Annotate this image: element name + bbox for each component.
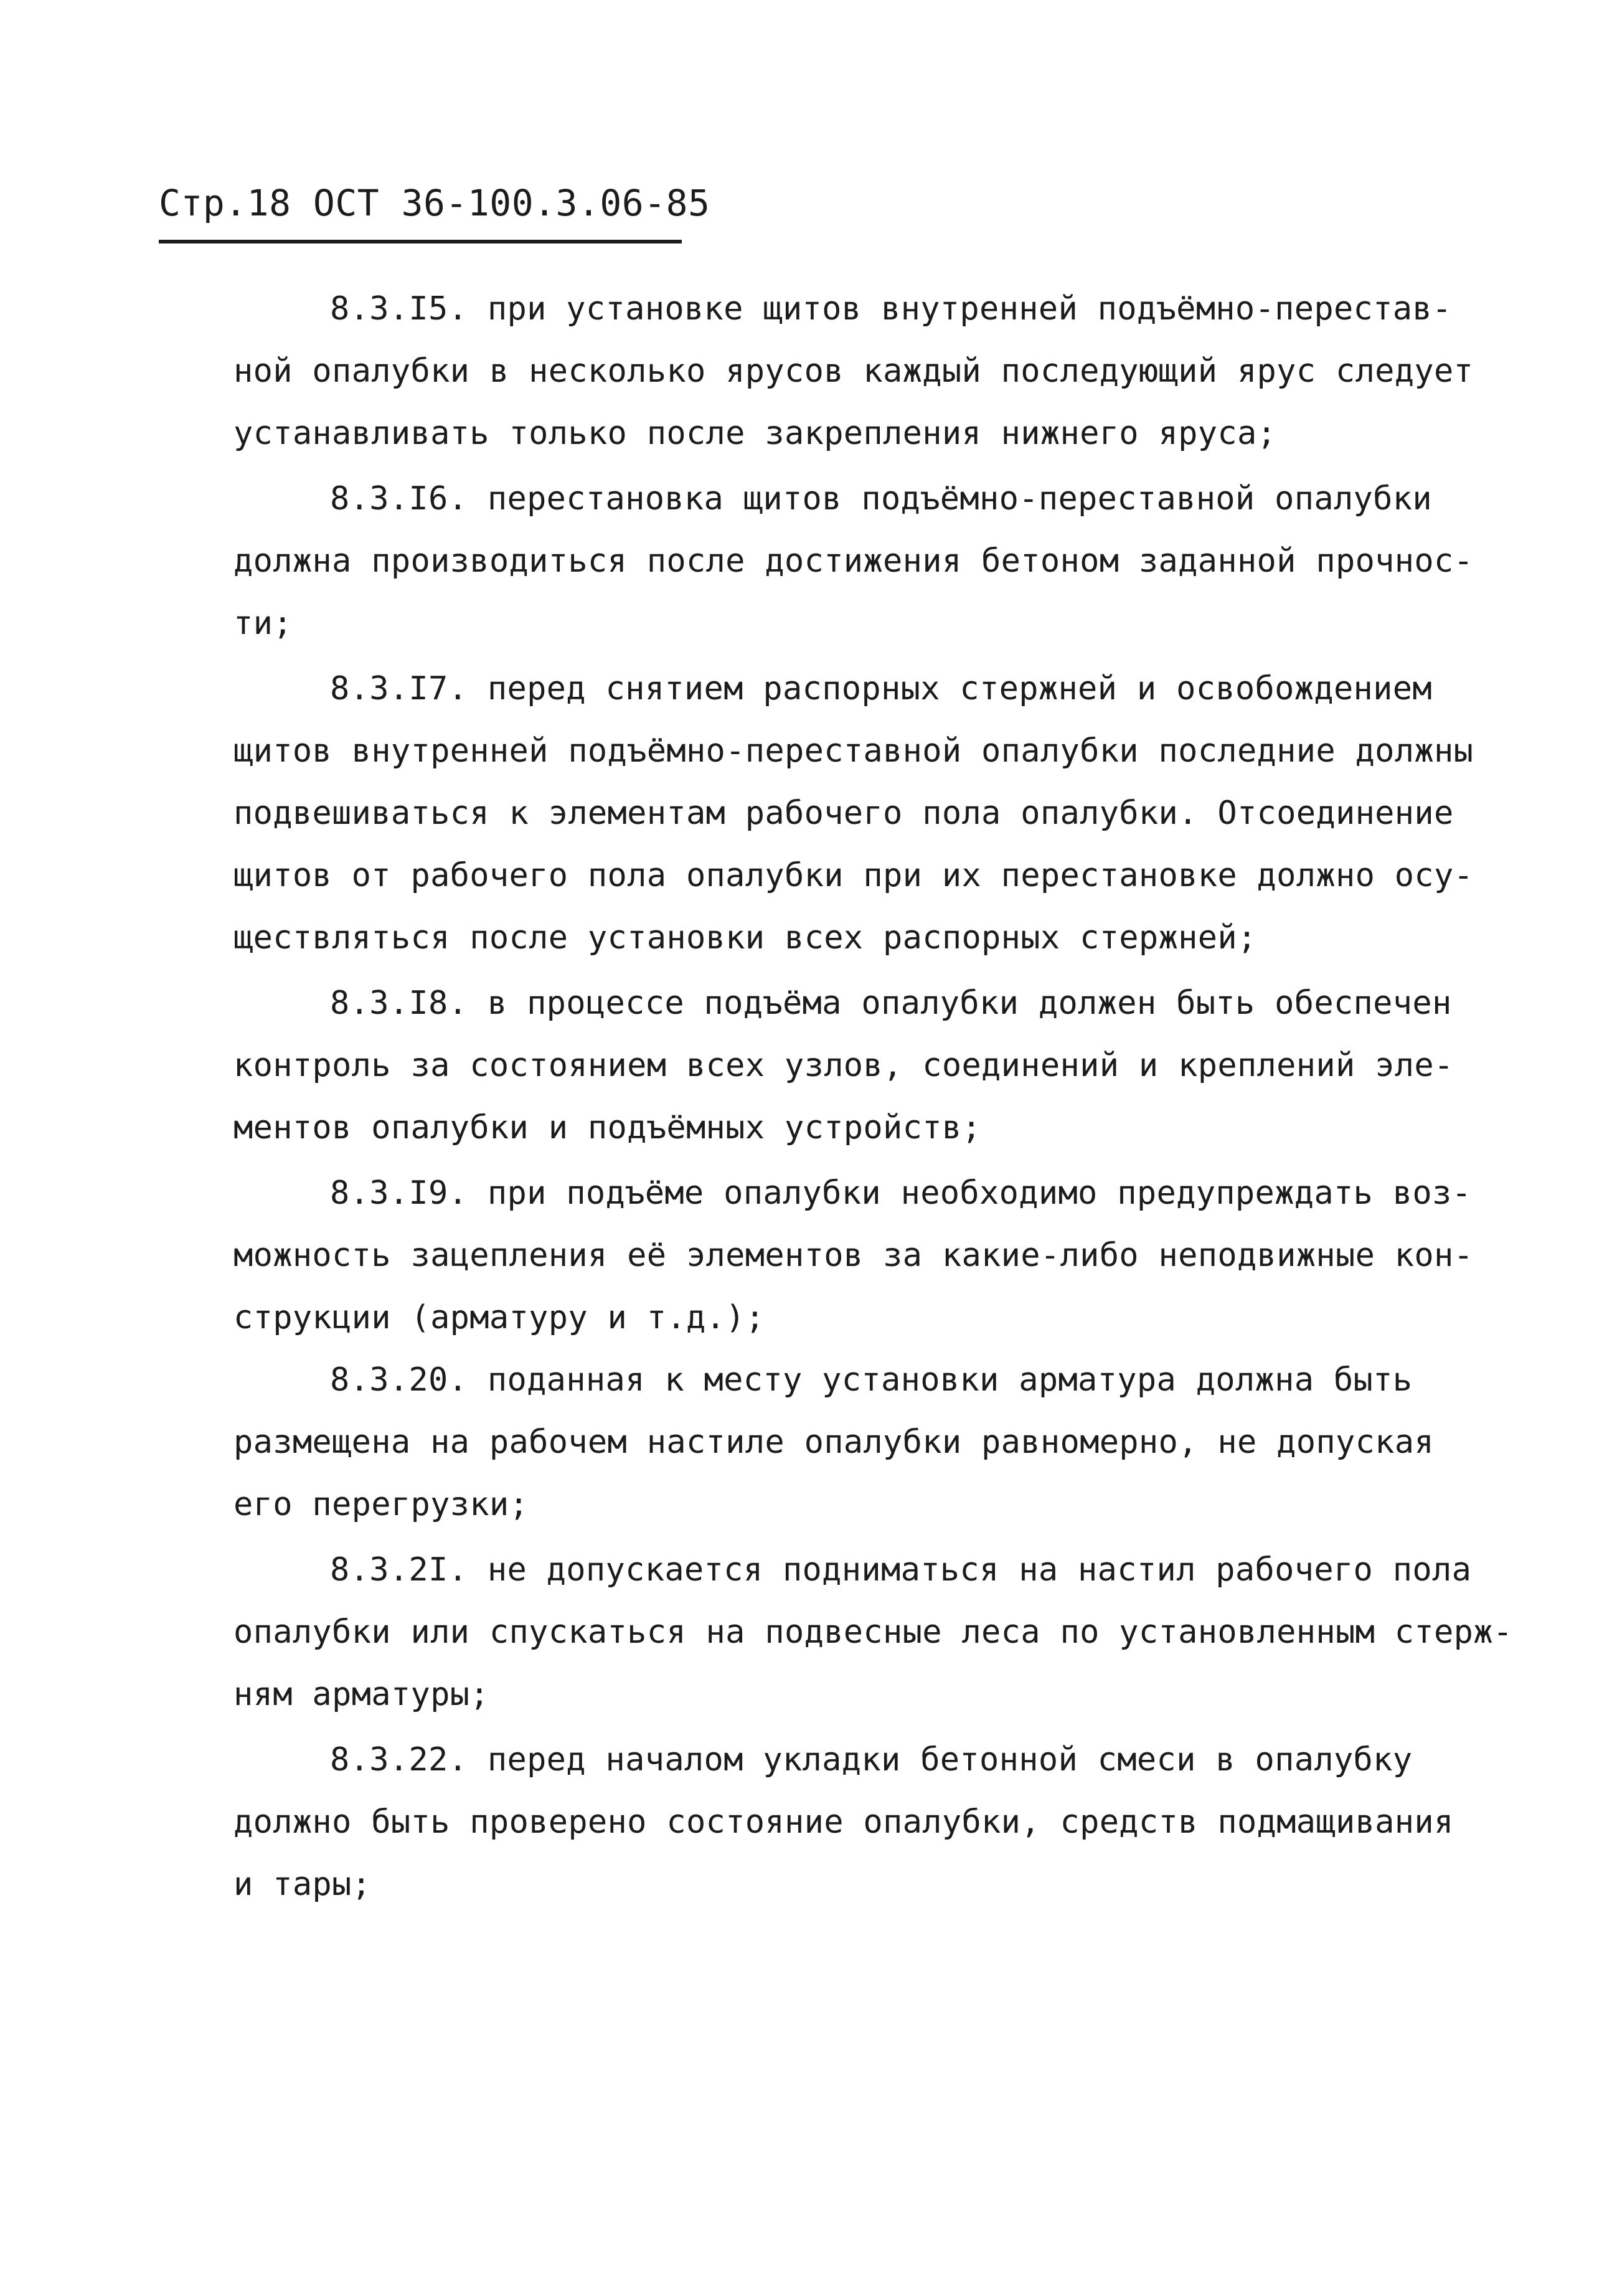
header-underline	[159, 240, 682, 243]
text-line: должна производиться после достижения бетоном заданной прочнос-	[233, 542, 1474, 580]
text-line: 8.3.I8. в процессе подъёма опалубки должен быть обеспечен	[330, 985, 1452, 1022]
text-line: 8.3.I9. при подъёме опалубки необходимо предупреждать воз-	[330, 1174, 1472, 1212]
text-line: можность зацепления её элементов за какие-либо неподвижные кон-	[233, 1237, 1474, 1274]
text-line: 8.3.2I. не допускается подниматься на настил рабочего пола	[330, 1551, 1472, 1589]
text-line: 8.3.22. перед началом укладки бетонной смеси в опалубку	[330, 1741, 1413, 1779]
text-line: ням арматуры;	[233, 1676, 489, 1713]
text-line: опалубки или спускаться на подвесные леса по установленным стерж-	[233, 1613, 1513, 1651]
text-line: и тары;	[233, 1866, 372, 1903]
text-line: щитов внутренней подъёмно-переставной опалубки последние должны	[233, 732, 1474, 770]
text-line: 8.3.I7. перед снятием распорных стержней и освобождением	[330, 670, 1432, 707]
text-line: ти;	[233, 605, 293, 642]
text-line: ществляться после установки всех распорных стержней;	[233, 919, 1257, 957]
text-line: подвешиваться к элементам рабочего пола опалубки. Отсоединение	[233, 795, 1454, 832]
page-header: Стр.18 ОСТ 36-100.3.06-85	[159, 182, 710, 224]
text-line: его перегрузки;	[233, 1486, 529, 1523]
text-line: 8.3.I6. перестановка щитов подъёмно-переставной опалубки	[330, 480, 1432, 517]
text-line: должно быть проверено состояние опалубки, средств подмащивания	[233, 1803, 1454, 1841]
text-line: щитов от рабочего пола опалубки при их перестановке должно осу-	[233, 857, 1474, 894]
text-line: ментов опалубки и подъёмных устройств;	[233, 1109, 982, 1146]
text-line: струкции (арматуру и т.д.);	[233, 1299, 765, 1336]
text-line: контроль за состоянием всех узлов, соединений и креплений эле-	[233, 1047, 1454, 1084]
text-line: устанавливать только после закрепления нижнего яруса;	[233, 415, 1277, 452]
text-line: 8.3.I5. при установке щитов внутренней подъёмно-перестав-	[330, 290, 1452, 328]
text-line: 8.3.20. поданная к месту установки арматура должна быть	[330, 1361, 1413, 1399]
text-line: размещена на рабочем настиле опалубки равномерно, не допуская	[233, 1424, 1435, 1461]
text-line: ной опалубки в несколько ярусов каждый последующий ярус следует	[233, 352, 1474, 390]
